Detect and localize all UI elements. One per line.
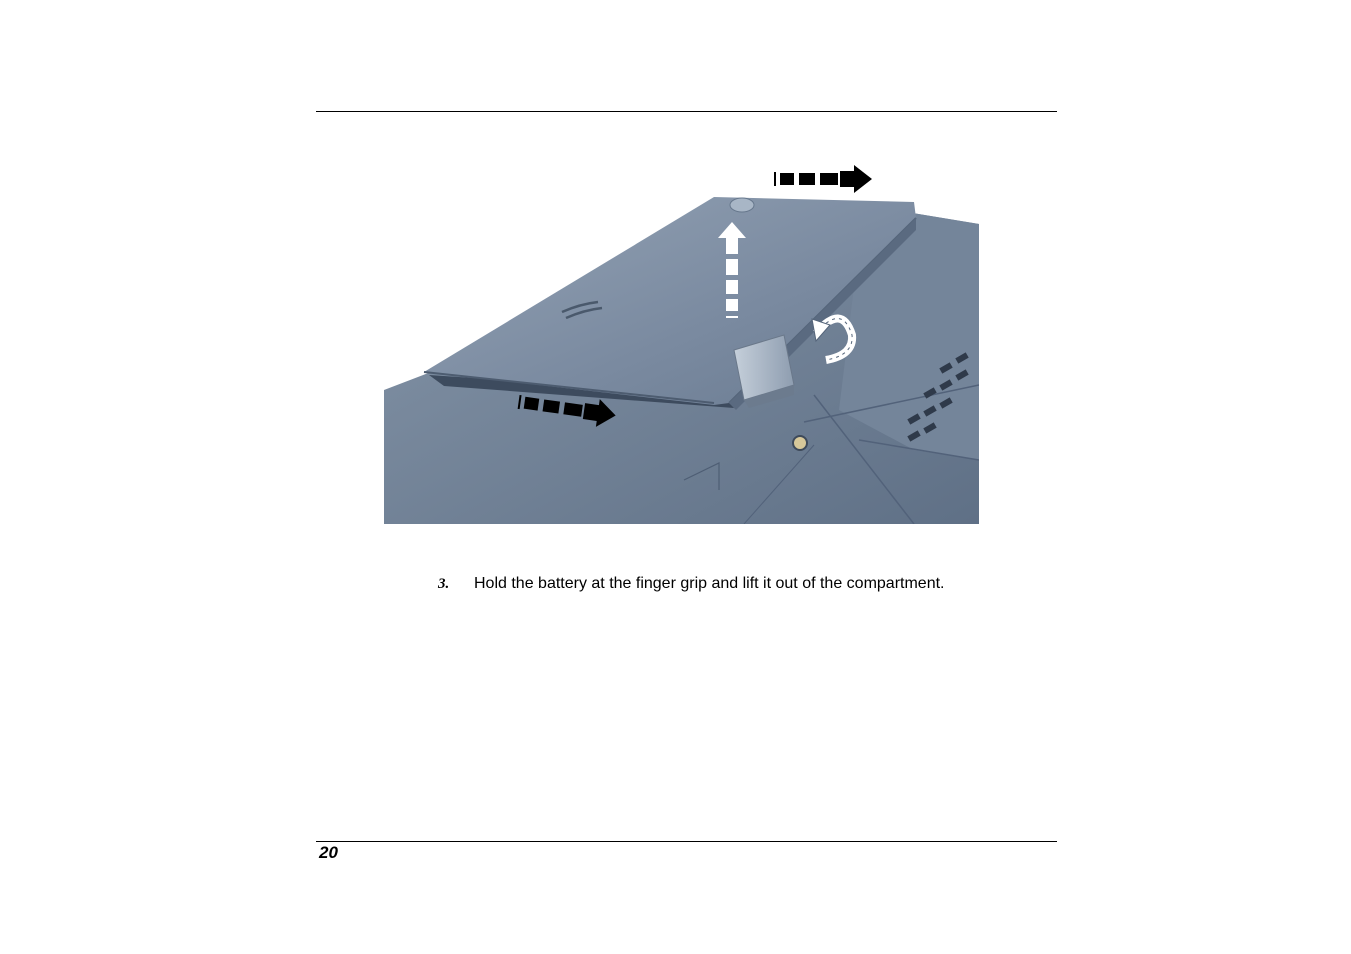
footer-rule: [316, 841, 1057, 842]
battery-removal-illustration: [384, 160, 979, 524]
step-number: 3.: [438, 576, 450, 592]
header-rule: [316, 111, 1057, 112]
dashed-right-arrow-icon: [774, 165, 872, 193]
finger-grip-dimple: [730, 198, 754, 212]
step-text: Hold the battery at the finger grip and lift it out of the compartment.: [474, 575, 945, 592]
screw: [793, 436, 807, 450]
page-number: 20: [319, 843, 338, 862]
